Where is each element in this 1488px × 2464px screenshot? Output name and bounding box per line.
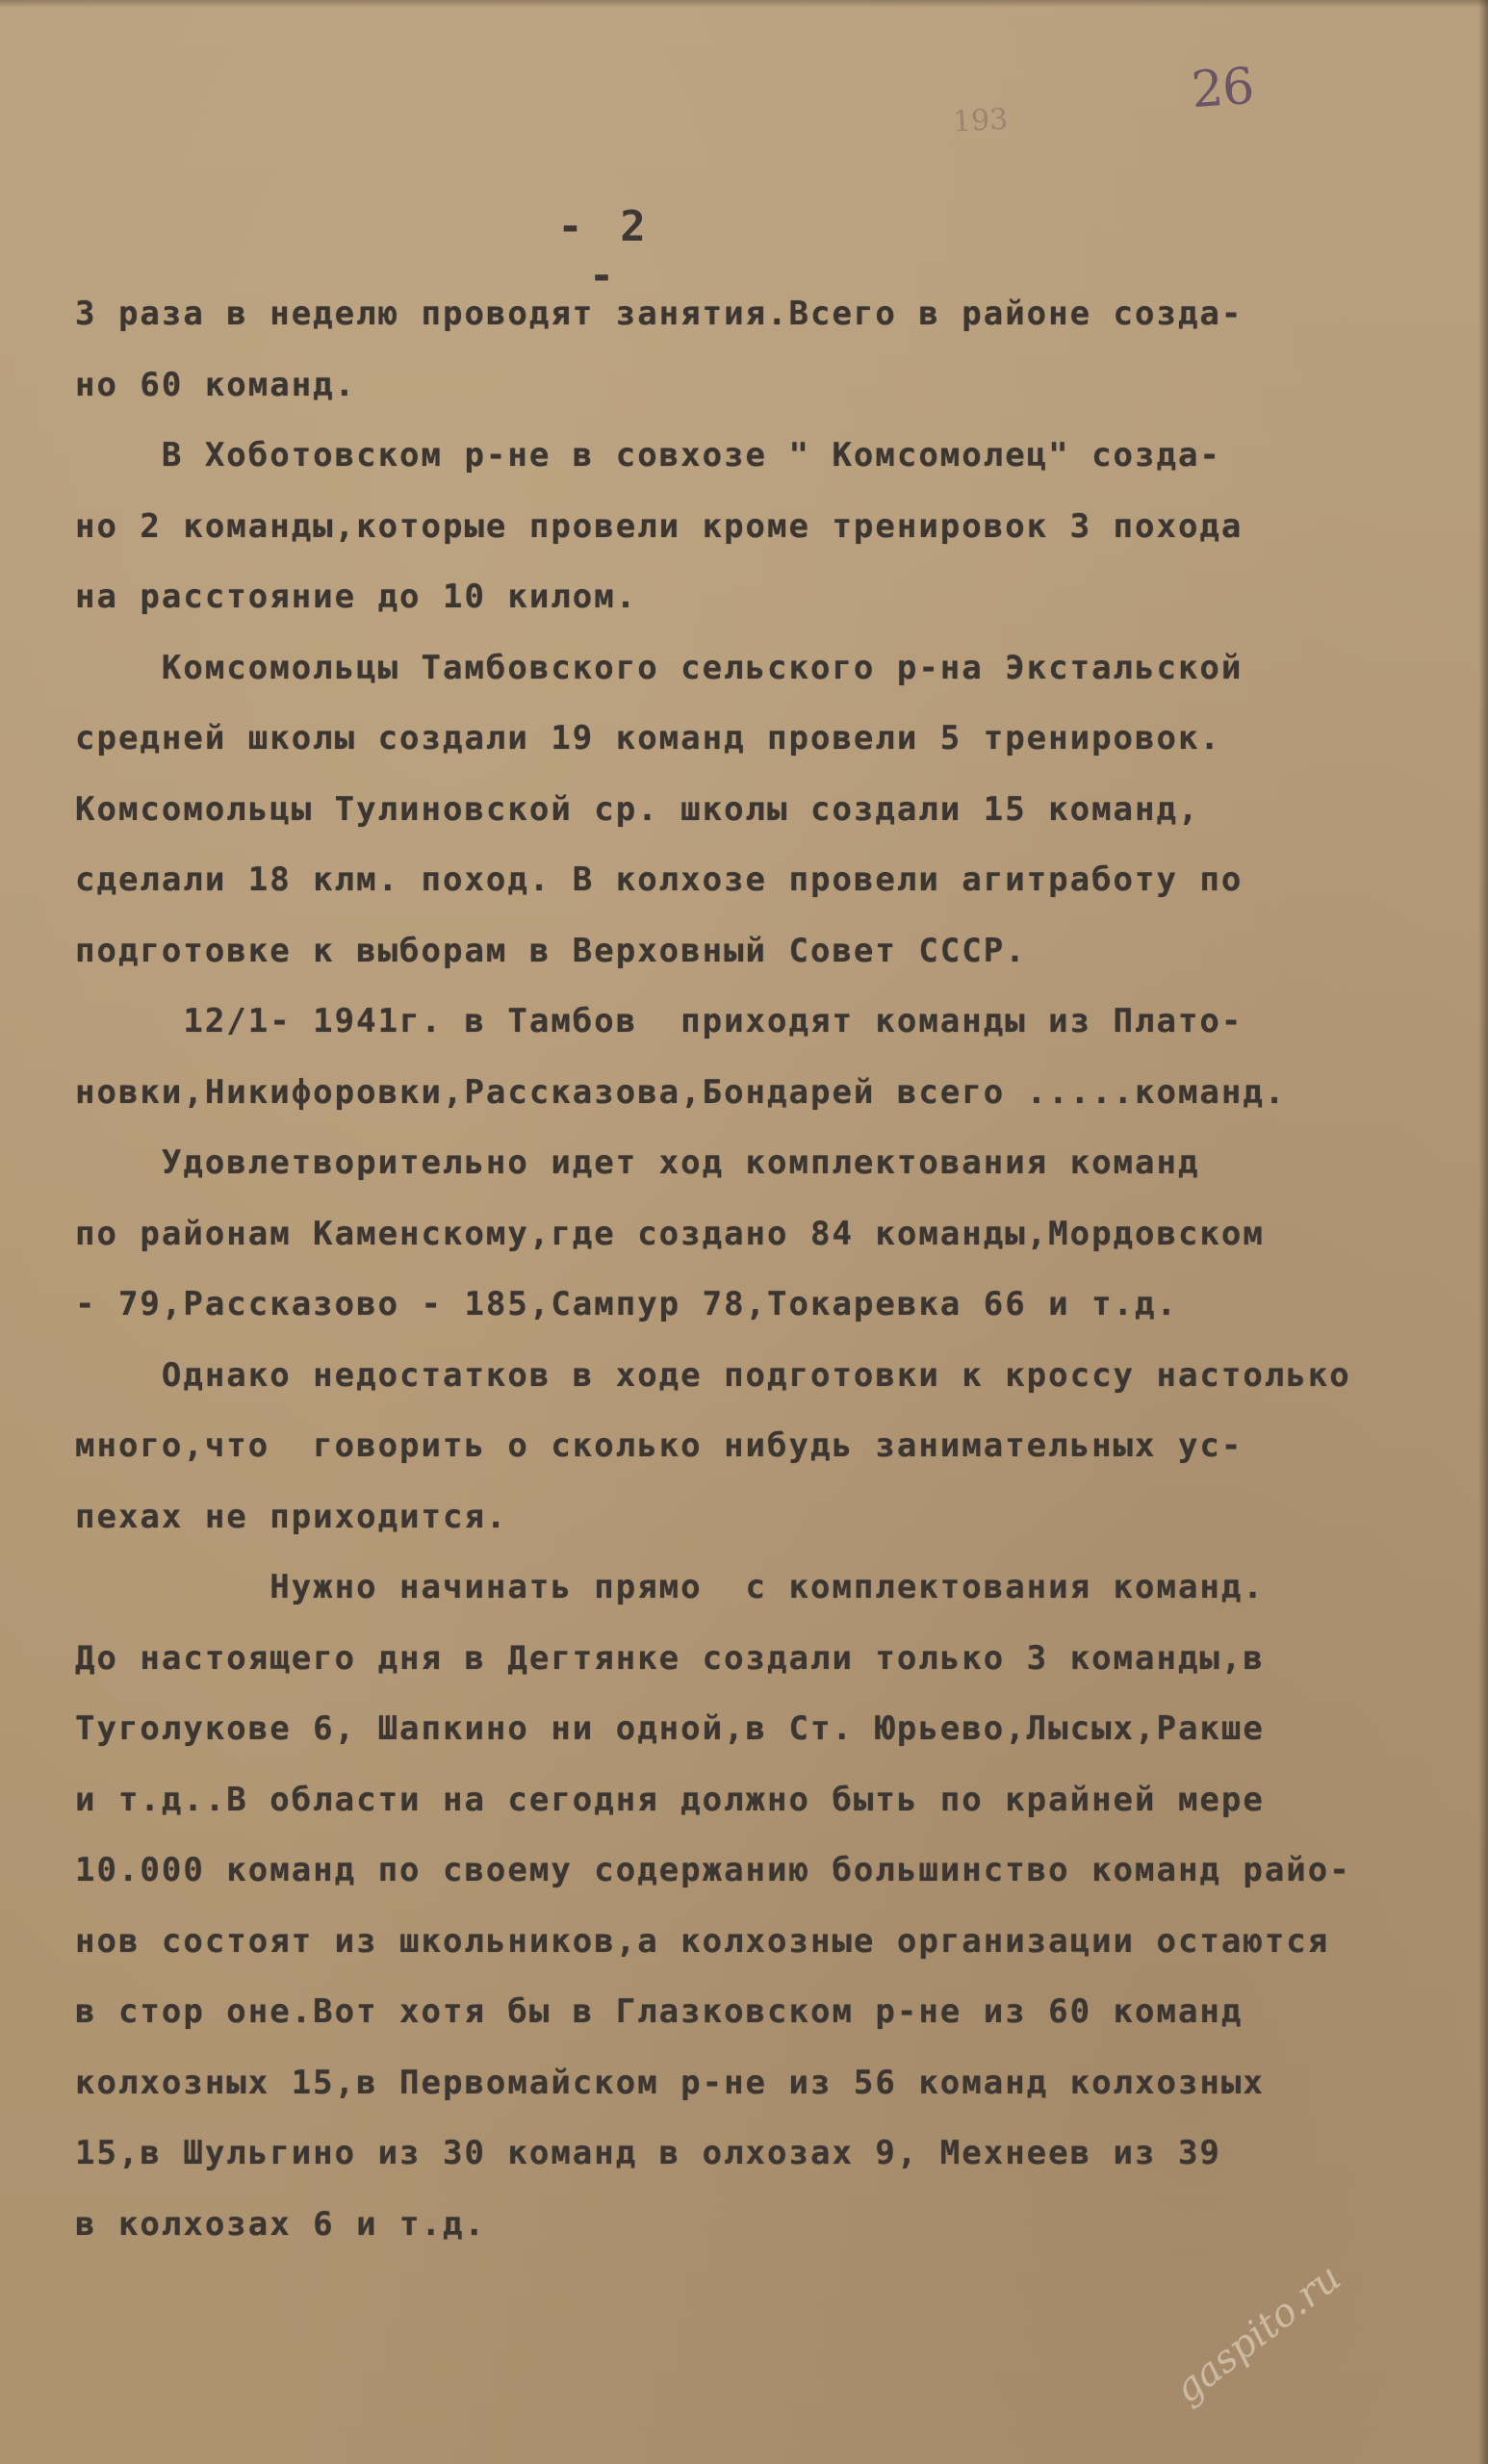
text-line: - 79,Рассказово - 185,Сампур 78,Токаревка 66 и т.д.: [75, 1285, 1178, 1323]
text-line: Удовлетворительно идет ход комплектования команд: [75, 1143, 1200, 1182]
page-top-shadow: [0, 0, 1488, 8]
text-line: 15,в Шульгино из 30 команд в олхозах 9, Мехнеев из 39: [75, 2134, 1221, 2172]
text-line: Туголукове 6, Шапкино ни одной,в Ст. Юрьево,Лысых,Ракше: [75, 1709, 1265, 1748]
text-line: Однако недостатков в ходе подготовки к кроссу настолько: [75, 1355, 1351, 1395]
page-number: - 2 -: [557, 202, 652, 300]
text-line: До настоящего дня в Дегтянке создали только 3 команды,в: [75, 1638, 1265, 1678]
text-line: на расстояние до 10 килом.: [75, 578, 638, 616]
archive-folio-number: 26: [1189, 57, 1256, 120]
typed-body-text: [75, 279, 1461, 2260]
text-line: по районам Каменскому,где создано 84 команды,Мордовском: [75, 1214, 1265, 1253]
text-line: сделали 18 клм. поход. В колхозе провели агитработу по: [75, 860, 1244, 899]
text-line: Комсомольцы Тулиновской ср. школы создали 15 команд,: [75, 789, 1200, 829]
text-line: в стор оне.Вот хотя бы в Глазковском р-не из 60 команд: [75, 1992, 1244, 2031]
text-line: 12/1- 1941г. в Тамбов приходят команды из Плато-: [75, 1002, 1244, 1040]
text-line: в колхозах 6 и т.д.: [75, 2204, 486, 2244]
text-line: но 60 команд.: [75, 365, 357, 404]
faint-pencil-mark: 193: [952, 102, 1010, 140]
text-line: 10.000 команд по своему содержанию большинство команд райо-: [75, 1851, 1351, 1889]
text-line: нов состоят из школьников,а колхозные организации остаются: [75, 1921, 1330, 1961]
text-line: Нужно начинать прямо с комплектования команд.: [75, 1568, 1265, 1606]
text-line: подготовке к выборам в Верховный Совет СССР.: [75, 931, 1027, 970]
watermark: gaspito.ru: [1166, 2255, 1349, 2412]
text-line: пехах не приходится.: [75, 1497, 508, 1536]
text-line: и т.д..В области на сегодня должно быть по крайней мере: [75, 1780, 1265, 1819]
page-right-shadow: [1478, 0, 1488, 2464]
text-line: но 2 команды,которые провели кроме тренировок 3 похода: [75, 506, 1244, 546]
text-line: 3 раза в неделю проводят занятия.Всего в районе созда-: [75, 295, 1244, 333]
text-line: В Хоботовском р-не в совхозе " Комсомолец" созда-: [75, 436, 1221, 475]
text-line: новки,Никифоровки,Рассказова,Бондарей всего .....команд.: [75, 1072, 1287, 1112]
text-line: средней школы создали 19 команд провели 5 тренировок.: [75, 719, 1221, 757]
text-line: много,что говорить о сколько нибудь занимательных ус-: [75, 1426, 1244, 1465]
text-line: колхозных 15,в Первомайском р-не из 56 команд колхозных: [75, 2063, 1265, 2102]
text-line: Комсомольцы Тамбовского сельского р-на Экстальской: [75, 648, 1244, 687]
